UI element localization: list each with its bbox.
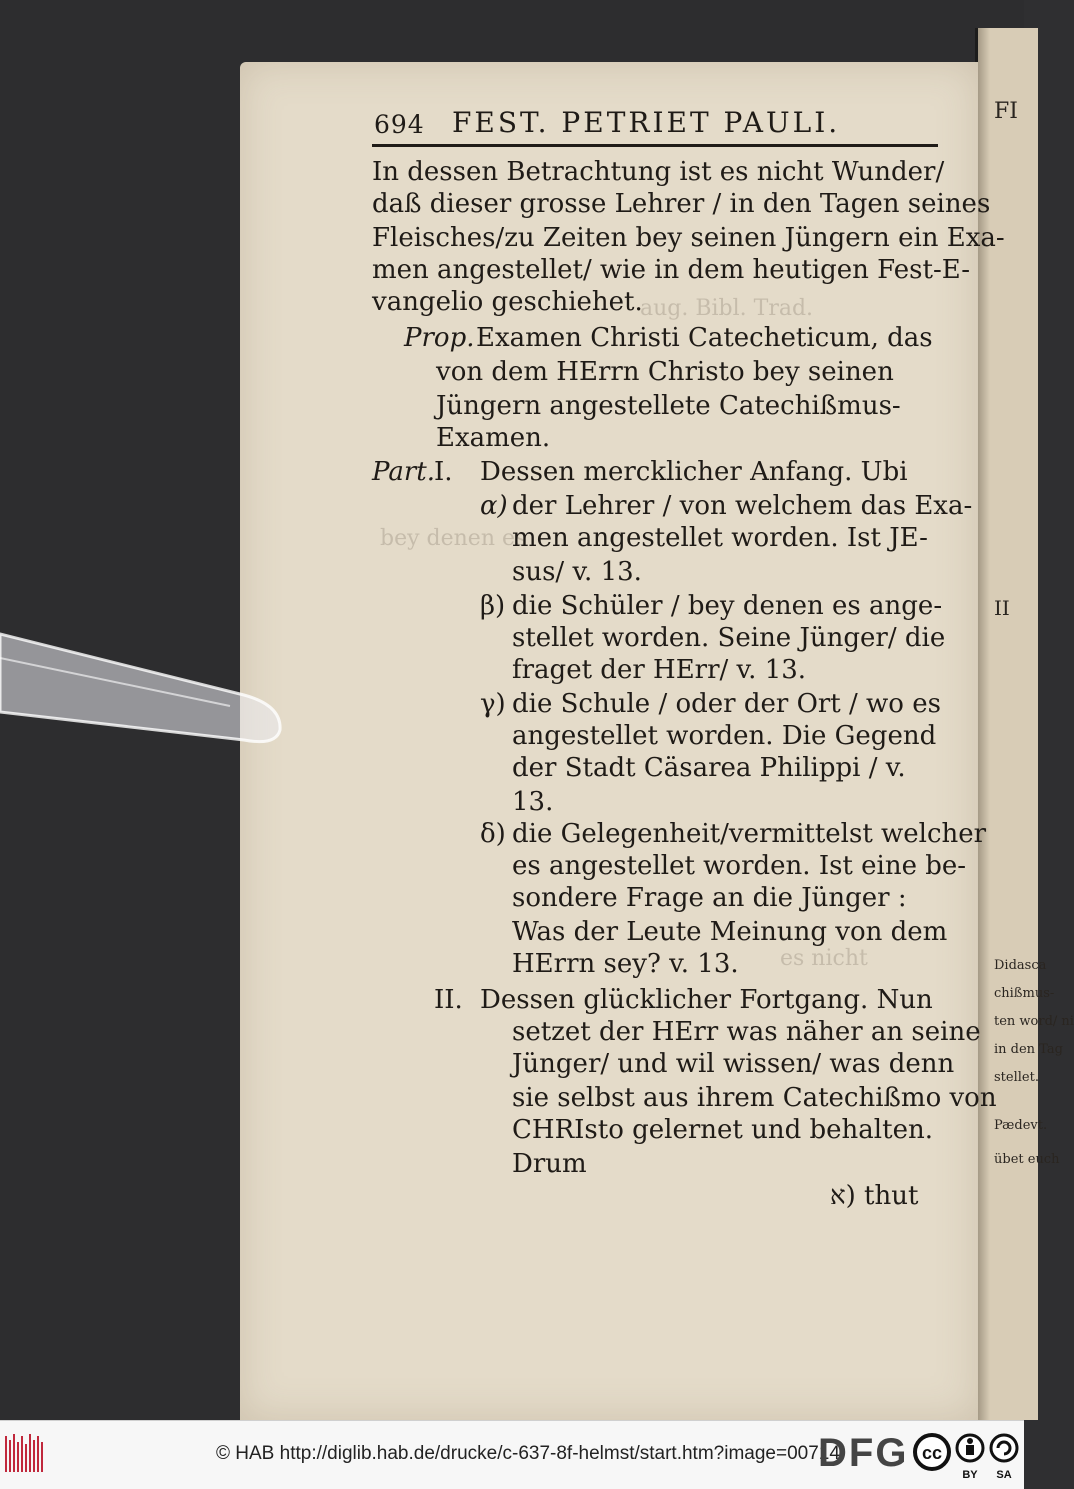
enum-marker: δ) — [480, 819, 506, 849]
text-line: Examen Christi Catecheticum, das — [476, 323, 933, 353]
glass-clamp-icon — [0, 628, 290, 748]
enum-marker: α) — [480, 491, 508, 521]
text-line: Dessen glücklicher Fortgang. Nun — [480, 985, 933, 1015]
text-line: Dessen mercklicher Anfang. Ubi — [480, 457, 908, 487]
text-line: die Gelegenheit/vermittelst welcher — [512, 819, 987, 849]
sa-icon — [991, 1435, 1017, 1481]
text-line: die Schule / oder der Ort / wo es — [512, 689, 941, 719]
bleed-through: es nicht — [780, 946, 868, 971]
enum-marker: γ) — [480, 689, 506, 719]
barcode-icon — [4, 1430, 46, 1478]
right-page-marginal: stellet. — [994, 1070, 1039, 1085]
text-line: CHRIsto gelernet und behalten. — [512, 1115, 933, 1145]
text-line: Was der Leute Meinung von dem — [512, 917, 948, 947]
sa-label: SA — [996, 1469, 1012, 1481]
by-label: BY — [962, 1469, 978, 1481]
text-line: es angestellet worden. Ist eine be- — [512, 851, 967, 881]
text-line: HErrn sey? v. 13. — [512, 949, 739, 979]
bleed-through: aug. Bibl. Trad. — [640, 296, 814, 321]
source-link[interactable]: © HAB http://diglib.hab.de/drucke/c-637-8f-helmst/start.htm?image=00714 — [216, 1443, 840, 1464]
text-line: der Lehrer / von welchem das Exa- — [512, 491, 973, 521]
text-line: men angestellet/ wie in dem heutigen Fest-E- — [372, 255, 970, 285]
right-page-marginal: ten word/ ni — [994, 1014, 1074, 1029]
text-line: vangelio geschiehet. — [372, 287, 643, 317]
right-page-marginal: Didasca — [994, 958, 1047, 973]
text-line: der Stadt Cäsarea Philippi / v. — [512, 753, 906, 783]
text-line: daß dieser grosse Lehrer / in den Tagen seines — [372, 189, 991, 219]
cc-icon — [915, 1435, 949, 1469]
bleed-through: bey denen es — [380, 526, 527, 551]
part-number: I. — [434, 457, 453, 487]
right-page-marginal: II — [994, 596, 1010, 620]
right-page-header: FI — [994, 99, 1018, 124]
enum-marker: β) — [480, 591, 506, 621]
text-line: Drum — [512, 1149, 587, 1179]
text-line: fraget der HErr/ v. 13. — [512, 655, 807, 685]
text-line: Fleisches/zu Zeiten bey seinen Jüngern ein Exa- — [372, 223, 1005, 253]
text-line: In dessen Betrachtung ist es nicht Wunder/ — [372, 157, 945, 187]
dfg-logo: DFG — [818, 1431, 909, 1475]
running-title: FEST. PETRIET PAULI. — [452, 106, 841, 139]
text-line: men angestellet worden. Ist JE- — [512, 523, 928, 553]
header-rule — [372, 144, 938, 147]
text-line: von dem HErrn Christo bey seinen — [436, 357, 894, 387]
part-number: II. — [434, 985, 463, 1015]
text-line: setzet der HErr was näher an seine — [512, 1017, 981, 1047]
by-icon — [957, 1435, 983, 1481]
prop-marker: Prop. — [404, 323, 475, 353]
text-line: angestellet worden. Die Gegend — [512, 721, 937, 751]
right-page-marginal: in den Tag — [994, 1042, 1063, 1057]
right-page-marginal: chißmus- — [994, 986, 1055, 1001]
right-page-marginal: übet euch — [994, 1152, 1060, 1167]
text-line: Jünger/ und wil wissen/ was denn — [512, 1049, 955, 1079]
text-line: stellet worden. Seine Jünger/ die — [512, 623, 946, 653]
catchword: א) thut — [830, 1181, 919, 1211]
page-number: 694 — [374, 110, 425, 139]
text-line: Jüngern angestellete Catechißmus- — [436, 391, 901, 421]
svg-text:cc: cc — [921, 1443, 943, 1463]
text-line: sus/ v. 13. — [512, 557, 642, 587]
text-line: sie selbst aus ihrem Catechißmo von — [512, 1083, 997, 1113]
part-marker: Part. — [372, 457, 435, 487]
text-line: sondere Frage an die Jünger : — [512, 883, 907, 913]
cc-license-icons[interactable] — [912, 1428, 1022, 1484]
text-line: Examen. — [436, 423, 551, 453]
text-line: die Schüler / bey denen es ange- — [512, 591, 943, 621]
right-page-marginal: Pædevt. — [994, 1118, 1048, 1133]
text-line: 13. — [512, 787, 554, 817]
